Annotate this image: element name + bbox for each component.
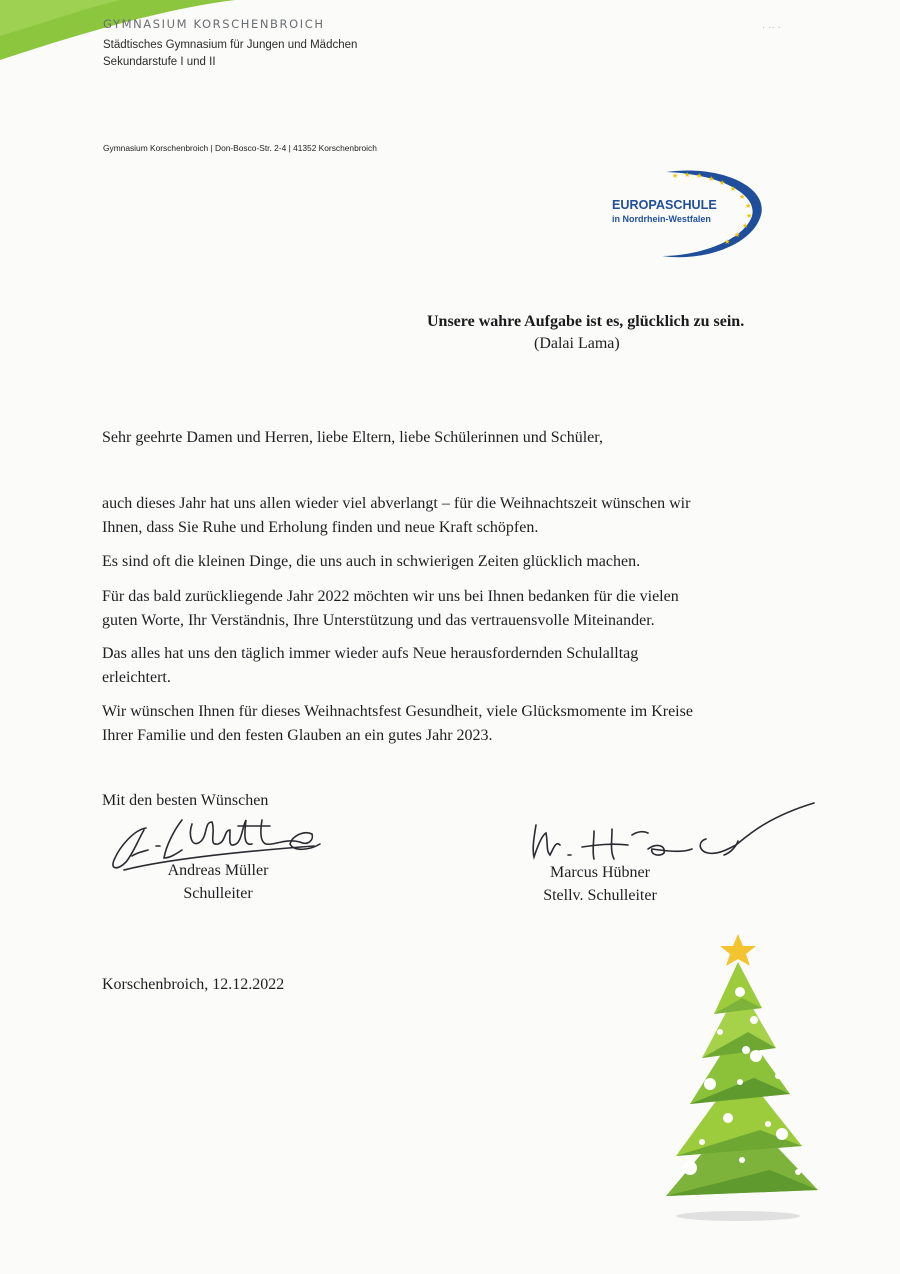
school-levels: Sekundarstufe I und II — [103, 56, 216, 68]
paragraph — [102, 492, 690, 539]
svg-text:★: ★ — [734, 231, 741, 239]
christmas-tree-icon — [650, 928, 830, 1228]
svg-text:★: ★ — [684, 171, 691, 179]
paragraph-line: auch dieses Jahr hat uns allen wieder viel abverlangt – für die Weihnachtszeit wünschen wir — [102, 495, 691, 512]
signature-right — [516, 795, 816, 870]
signatory-role: Stellv. Schulleiter — [543, 887, 657, 904]
signatory-name: Andreas Müller — [167, 862, 269, 879]
svg-text:★: ★ — [746, 212, 753, 220]
signatory-name: Marcus Hübner — [550, 864, 650, 881]
paragraph-line: Ihrer Familie und den festen Glauben an ein gutes Jahr 2023. — [102, 726, 493, 744]
svg-text:★: ★ — [742, 222, 749, 230]
closing-phrase: Mit den besten Wünschen — [102, 792, 269, 809]
paragraph-line: Ihnen, dass Sie Ruhe und Erholung finden und neue Kraft schöpfen. — [102, 518, 539, 536]
paragraph — [102, 700, 693, 747]
sender-address-line: Gymnasium Korschenbroich | Don-Bosco-Str. 2-4 | 41352 Korschenbroich — [103, 143, 377, 153]
quote-author: (Dalai Lama) — [534, 335, 620, 352]
svg-text:★: ★ — [719, 179, 726, 187]
svg-text:★: ★ — [672, 172, 679, 180]
paragraph-line: Wir wünschen Ihnen für dieses Weihnachtsfest Gesundheit, viele Glücksmomente im Kreise — [102, 703, 693, 720]
svg-text:★: ★ — [724, 238, 731, 246]
signatory-role: Schulleiter — [183, 885, 253, 902]
svg-text:★: ★ — [708, 175, 715, 183]
school-name: GYMNASIUM KORSCHENBROICH — [103, 17, 325, 31]
paragraph — [102, 550, 640, 574]
quote-text: Unsere wahre Aufgabe ist es, glücklich zu sein. — [427, 313, 745, 330]
svg-text:★: ★ — [696, 172, 703, 180]
salutation: Sehr geehrte Damen und Herren, liebe Eltern, liebe Schülerinnen und Schüler, — [102, 429, 603, 446]
svg-text:★: ★ — [739, 193, 746, 201]
paragraph — [102, 585, 679, 632]
svg-text:★: ★ — [730, 185, 737, 193]
europaschule-title: EUROPASCHULE — [612, 198, 717, 212]
school-type: Städtisches Gymnasium für Jungen und Mädchen — [103, 39, 358, 51]
scan-mark: · ·· · — [762, 22, 781, 33]
svg-text:★: ★ — [745, 202, 752, 210]
paragraph-line: Das alles hat uns den täglich immer wieder aufs Neue herausfordernden Schulalltag — [102, 645, 639, 662]
paragraph — [102, 642, 638, 689]
place-and-date: Korschenbroich, 12.12.2022 — [102, 976, 285, 993]
paragraph-line: Es sind oft die kleinen Dinge, die uns auch in schwierigen Zeiten glücklich machen. — [102, 553, 641, 570]
paragraph-line: erleichtert. — [102, 668, 171, 686]
europaschule-region: in Nordrhein-Westfalen — [612, 214, 711, 224]
paragraph-line: Für das bald zurückliegende Jahr 2022 möchten wir uns bei Ihnen bedanken für die vielen — [102, 588, 679, 605]
paragraph-line: guten Worte, Ihr Verständnis, Ihre Unterstützung und das vertrauensvolle Miteinander. — [102, 611, 655, 629]
